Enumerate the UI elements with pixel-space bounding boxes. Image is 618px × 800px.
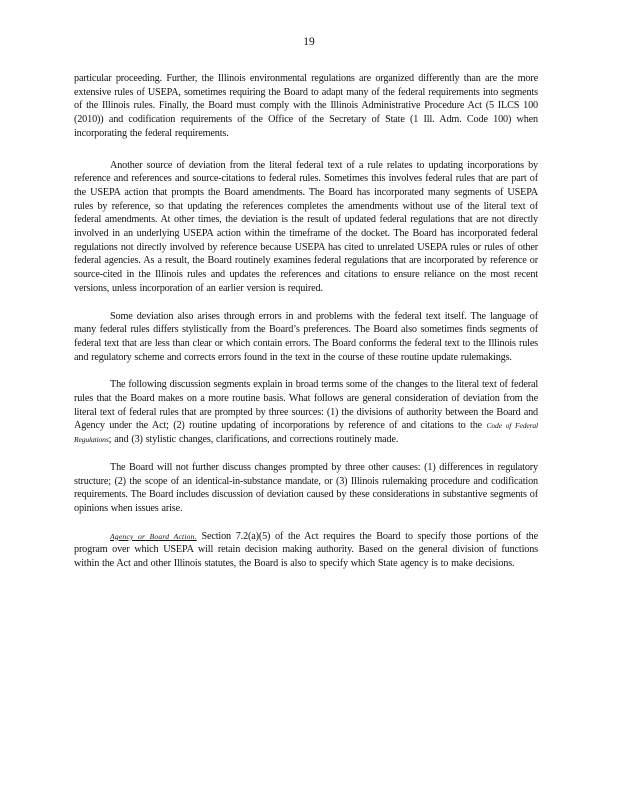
paragraph-5: The Board will not further discuss changes prompted by three other causes: (1) differences in regulatory structure; (2) the scope of an identical-in-substance mandate, or (3) Illinois rulemaking procedure and codification requirements. The Board includes discussion of deviation caused by these considerations in substantive segments of opinions when issues arise. xyxy=(74,461,538,514)
paragraph-4 xyxy=(74,378,538,447)
paragraph-4-text-end: ; and (3) stylistic changes, clarifications, and corrections routinely made. xyxy=(108,434,399,446)
cfr-citation: Code of Federal Regulations xyxy=(74,421,538,445)
paragraph-6 xyxy=(74,530,538,571)
page-number: 19 xyxy=(303,36,315,48)
section-heading: Agency or Board Action. xyxy=(110,531,197,541)
paragraph-1: particular proceeding. Further, the Illinois environmental regulations are organized differently than are the more extensive rules of USEPA, sometimes requiring the Board to adapt many of the federal requirements into segments of the Illinois rules. Finally, the Board must comply with the Illinois Administrative Procedure Act (5 ILCS 100 (2010)) and codification requirements of the Office of the Secretary of State (1 Ill. Adm. Code 100) when incorporating the federal requirements. xyxy=(74,73,538,139)
paragraph-6-text: Section 7.2(a)(5) of the Act requires the Board to specify those portions of the program over which USEPA will retain decision making authority. Based on the general division of functions within the Act and other Illinois statutes, the Board is also to specify which State agency is to make decisions. xyxy=(74,530,538,570)
paragraph-2: Another source of deviation from the literal federal text of a rule relates to updating incorporations by reference and references and source-citations to federal rules. Sometimes this involves federal rules that are part of the USEPA action that prompts the Board amendments. The Board has incorporated many segments of USEPA rules by reference, so that updating the references completes the amendments without use of the literal text of federal amendments. At other times, the deviation is the result of updated federal regulations that are not directly involved in an underlying USEPA action within the timeframe of the docket. The Board has incorporated federal regulations not directly involved by reference because USEPA has cited to unrelated USEPA rules or rules of other federal agencies. As a result, the Board routinely examines federal regulations that are incorporated by reference or source-cited in the Illinois rules and updates the references and citations to ensure reliance on the most recent versions, unless incorporation of an earlier version is required. xyxy=(74,159,538,294)
page-body xyxy=(74,72,538,585)
paragraph-4-text-start: The following discussion segments explain in broad terms some of the changes to the literal text of federal rules that the Board makes on a more routine basis. What follows are general consideration of deviation from the literal text of federal rules that are prompted by three sources: (1) the divisions of authority between the Board and Agency under the Act; (2) routine updating of incorporations by reference of and citations to the xyxy=(74,379,538,432)
paragraph-3: Some deviation also arises through errors in and problems with the federal text itself. The language of many federal rules differs stylistically from the Board’s preferences. The Board also sometimes finds segments of federal text that are less than clear or which contain errors. The Board conforms the federal text to the Illinois rules and regulatory scheme and corrects errors found in the text in the course of these routine update rulemakings. xyxy=(74,310,538,363)
